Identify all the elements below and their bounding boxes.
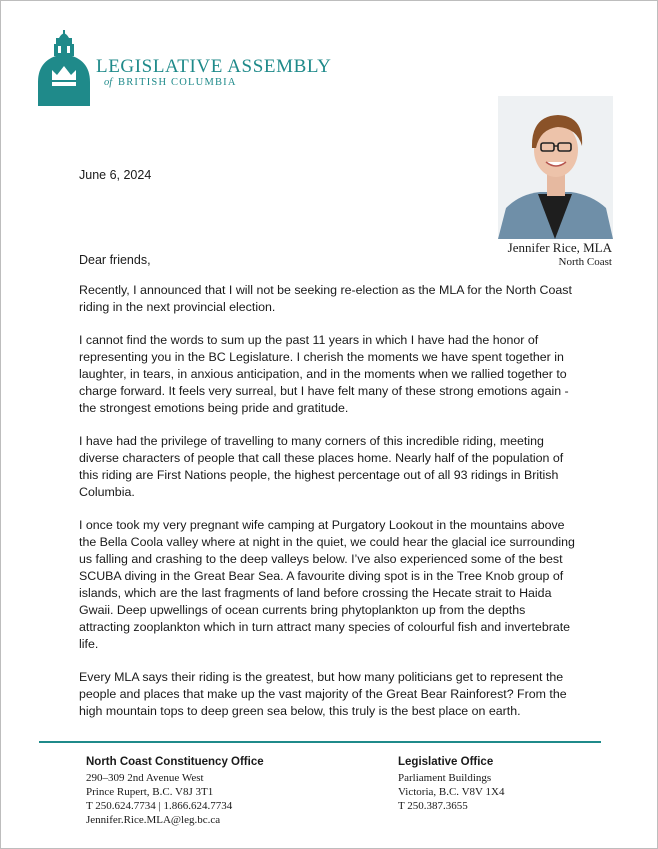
footer-divider [39, 741, 601, 743]
mla-portrait-photo [498, 96, 613, 239]
letter-paragraph: Every MLA says their riding is the greatest, but how many politicians get to represent the people and places that make up the vast majority of the Great Bear Rainforest? From the high mountain tops to deep green sea below, this truly is the best place on earth. [79, 670, 567, 718]
signer-riding: North Coast [558, 256, 612, 268]
constituency-address-line: 290–309 2nd Avenue West [86, 772, 204, 784]
letter-salutation: Dear friends, [79, 253, 151, 267]
letter-paragraph: I cannot find the words to sum up the past 11 years in which I have had the honor of representing you in the BC Legislature. I cherish the moments we have spent together in laughter, in tears, in anxious anticipation, and in the moments when we rallied together to charge forward. It feels very surreal, but I have felt many of these strong emotions again - the strongest emotions being pride and gratitude. [79, 333, 569, 415]
constituency-office-title: North Coast Constituency Office [86, 756, 264, 768]
constituency-phone-line: T 250.624.7734 | 1.866.624.7734 [86, 800, 233, 812]
letter-body [79, 282, 579, 736]
org-subtitle-province: BRITISH COLUMBIA [118, 77, 237, 88]
org-subtitle [104, 77, 237, 88]
letter-paragraph: Recently, I announced that I will not be seeking re-election as the MLA for the North Coast riding in the next provincial election. [79, 283, 572, 314]
letter-paragraph: I have had the privilege of travelling to many corners of this incredible riding, meeting diverse characters of people that call these places home. Nearly half of the population of this riding are First Nations people, the highest percentage out of all 93 ridings in British Columbia. [79, 434, 564, 499]
letter-date: June 6, 2024 [79, 168, 152, 182]
legislative-building-line: Parliament Buildings [398, 772, 492, 784]
legislative-phone-line: T 250.387.3655 [398, 800, 468, 812]
signer-name: Jennifer Rice, MLA [507, 240, 612, 255]
constituency-city-line: Prince Rupert, B.C. V8J 3T1 [86, 786, 214, 798]
letter-paragraph: I once took my very pregnant wife camping at Purgatory Lookout in the mountains above the Bella Coola valley where at night in the quiet, we could hear the glacial ice surrounding us falling and crashing to the deep valleys below. I’ve also experienced some of the best SCUBA diving in the Great Bear Sea. A favourite diving spot is in the Tree Knob group of islands, which are the last fragments of land before crossing the Hecate strait to Haida Gwaii. Deep upwellings of ocean currents bring phytoplankton up from the depths attracting zooplankton which in turn attract many species of colourful fish and invertebrate life. [79, 518, 575, 651]
legislative-office-block [398, 754, 505, 813]
constituency-office-block [86, 754, 264, 827]
constituency-email-link[interactable]: Jennifer.Rice.MLA@leg.bc.ca [86, 814, 221, 826]
org-subtitle-of: of [104, 77, 113, 88]
legislative-city-line: Victoria, B.C. V8V 1X4 [398, 786, 505, 798]
org-name: LEGISLATIVE ASSEMBLY [96, 56, 332, 77]
legislative-office-title: Legislative Office [398, 756, 494, 768]
legislature-dome-crown-icon [38, 30, 90, 106]
